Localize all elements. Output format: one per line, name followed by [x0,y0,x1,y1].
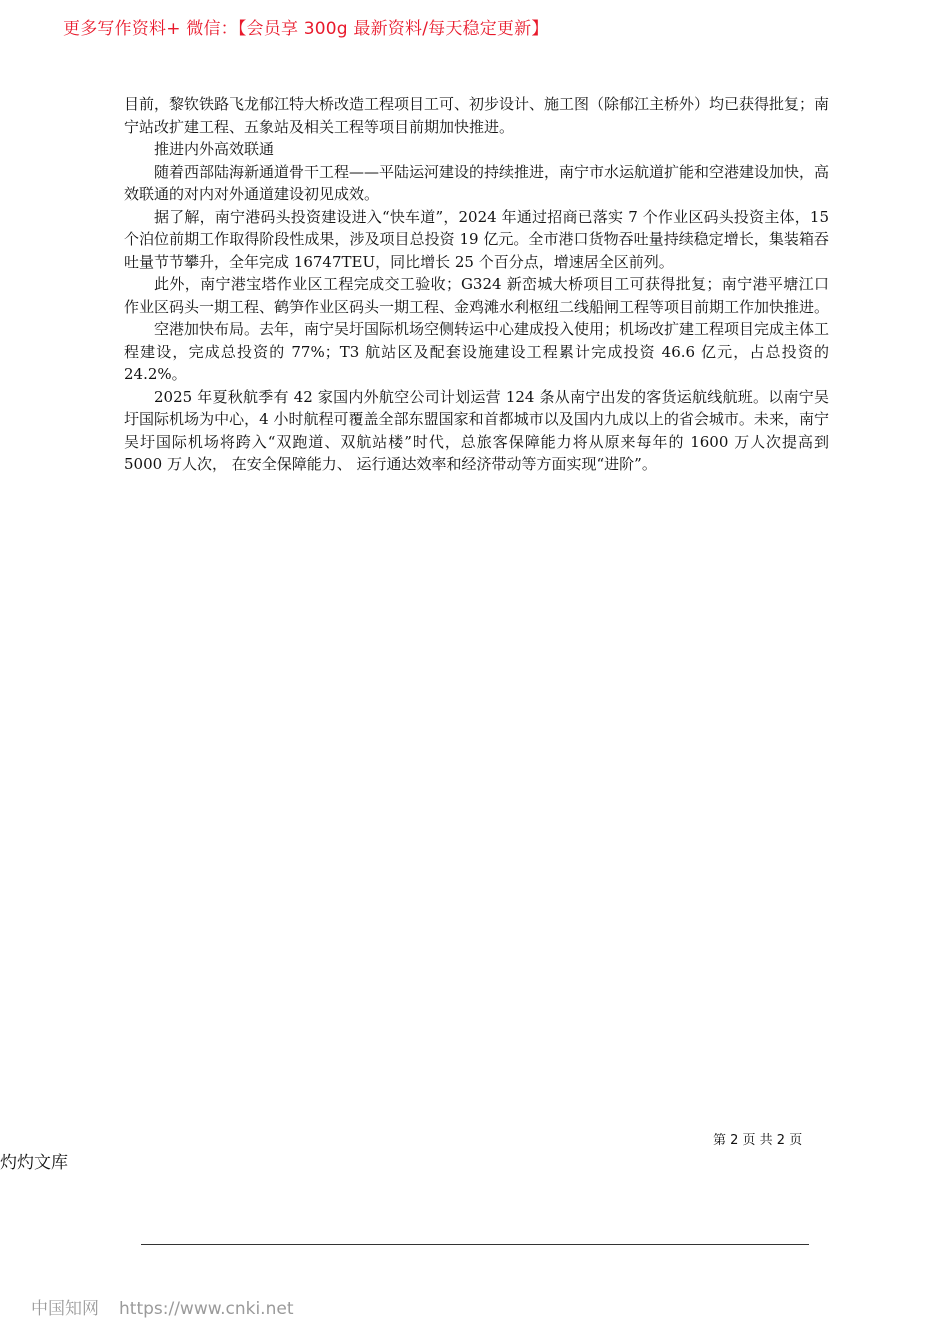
promo-banner: 更多写作资料+ 微信：【会员享 300g 最新资料/每天稳定更新】 [63,19,549,39]
article-paragraph: 据了解，南宁港码头投资建设进入“快车道”，2024 年通过招商已落实 7 个作业区码头投资主体，15 个泊位前期工作取得阶段性成果，涉及项目总投资 19 亿元。全市港口货物吞吐量持续稳定增长，集装箱吞吐量节节攀升，全年完成 16747TEU，同比增长 25 个百分点，增速居全区前列。 [124,207,829,271]
library-name: 灼灼文库 [0,1153,68,1173]
article-paragraph: 此外，南宁港宝塔作业区工程完成交工验收；G324 新峦城大桥项目工可获得批复；南宁港平塘江口作业区码头一期工程、鹤笋作业区码头一期工程、金鸡滩水利枢纽二线船闸工程等项目前期工作加快推进。 [124,275,830,316]
article-paragraph: 2025 年夏秋航季有 42 家国内外航空公司计划运营 124 条从南宁出发的客货运航线航班。以南宁吴圩国际机场为中心，4 小时航程可覆盖全部东盟国家和首都城市以及国内九成以上的省会城市。未来，南宁吴圩国际机场将跨入“双跑道、双航站楼”时代，总旅客保障能力将从原来每年的 1600 万人次提高到 5000 万人次， 在安全保障能力、 运行通达效率和经济带动等方面实现“进阶”。 [124,387,829,473]
article-paragraph: 目前，黎钦铁路飞龙郁江特大桥改造工程项目工可、初步设计、施工图（除郁江主桥外）均已获得批复；南宁站改扩建工程、五象站及相关工程等项目前期加快推进。 [124,95,830,136]
cnki-watermark [31,1294,293,1319]
article-body [124,93,829,476]
article-paragraph: 随着西部陆海新通道骨干工程——平陆运河建设的持续推进，南宁市水运航道扩能和空港建设加快，高效联通的对内对外通道建设初见成效。 [124,162,830,203]
section-heading: 推进内外高效联通 [154,140,275,158]
footer-divider [141,1244,809,1245]
watermark-site-name: 中国知网 [31,1299,99,1319]
page-number: 第 2 页 共 2 页 [713,1133,803,1148]
article-paragraph: 空港加快布局。去年，南宁吴圩国际机场空侧转运中心建成投入使用；机场改扩建工程项目完成主体工程建设，完成总投资的 77%；T3 航站区及配套设施建设工程累计完成投资 46.6 亿元，占总投资的 24.2%。 [124,320,830,383]
watermark-url: https://www.cnki.net [119,1299,294,1319]
